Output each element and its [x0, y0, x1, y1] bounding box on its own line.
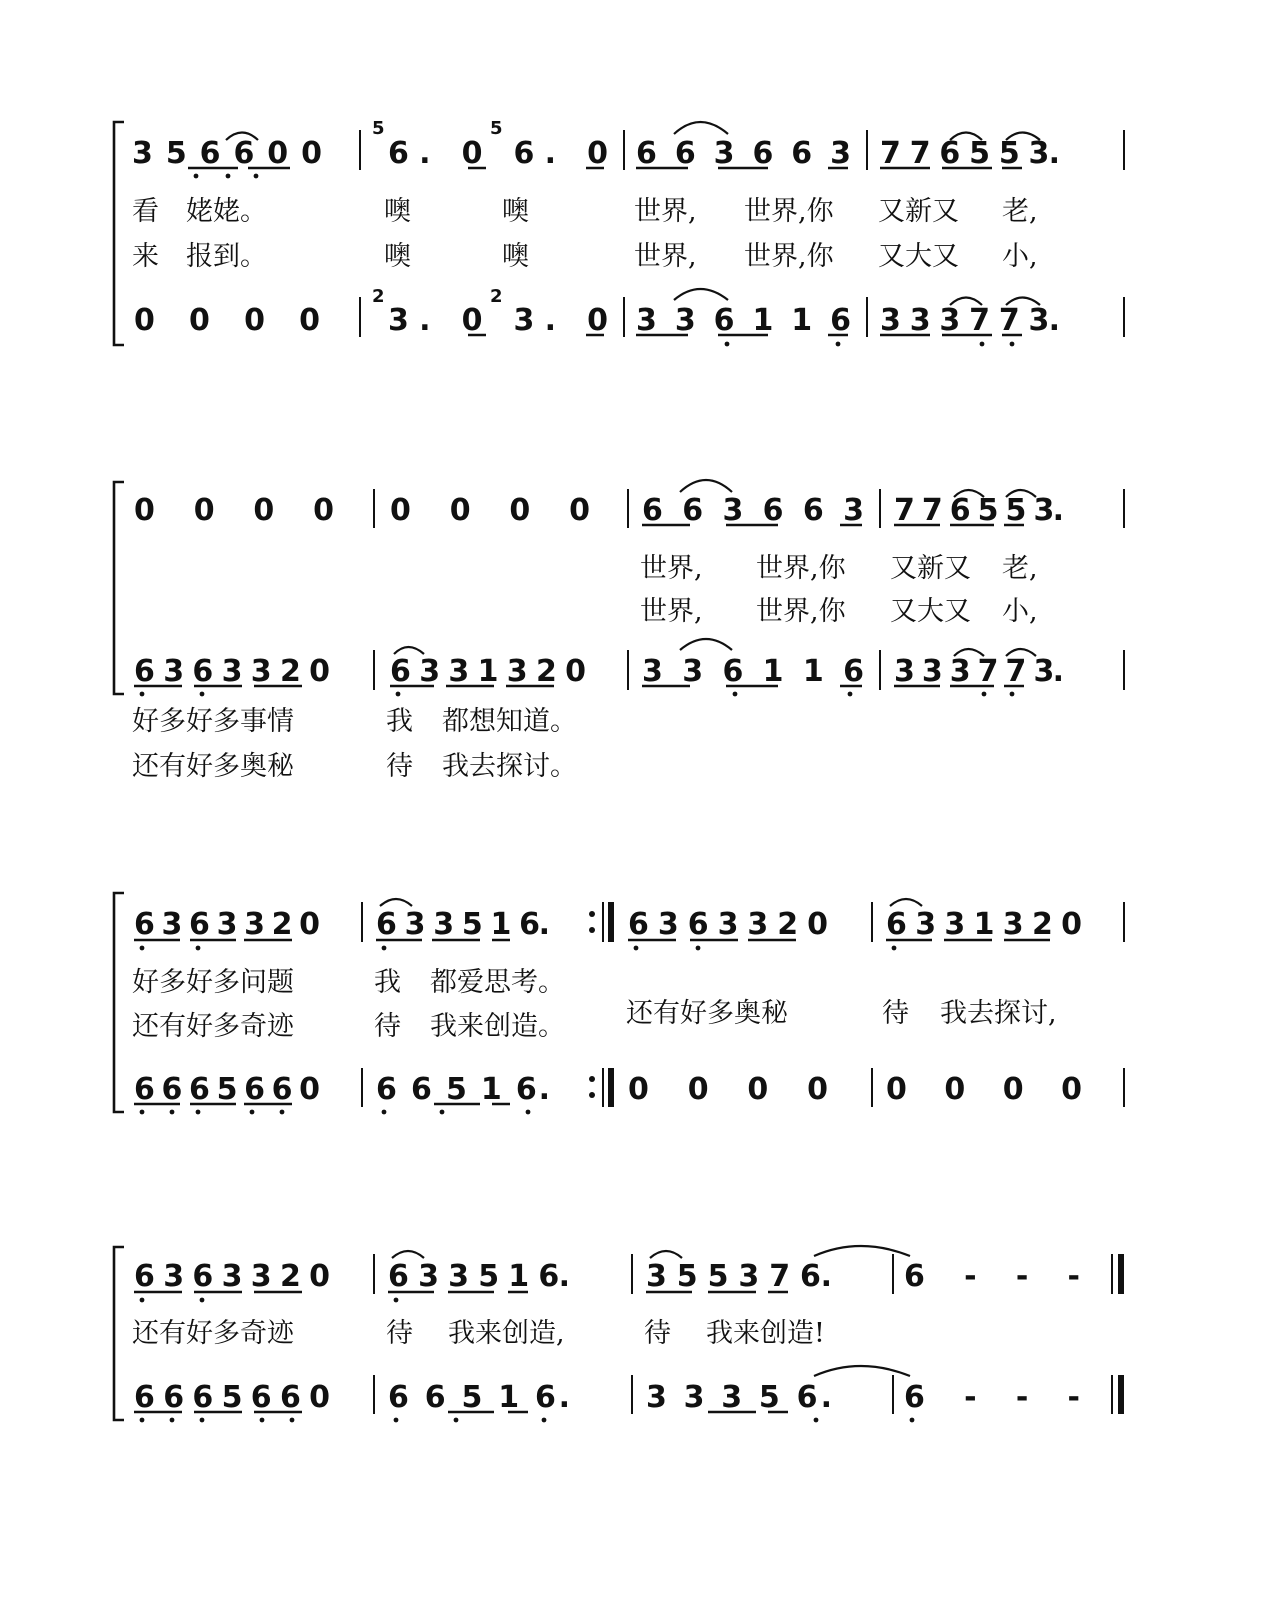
- lyric: 我: [386, 706, 413, 737]
- lyric: 世界,: [640, 596, 703, 627]
- grace-note: 2: [372, 286, 385, 307]
- upper-voice: [132, 118, 1060, 171]
- upper-measure-3: 6 6 3 6 6 3: [642, 493, 864, 528]
- lyric: 噢: [384, 241, 411, 272]
- lyric: 待: [374, 1011, 401, 1042]
- lyrics-verse-1: [640, 553, 1038, 584]
- lyric: 世界,你: [744, 196, 834, 227]
- lyric: 噢: [384, 196, 411, 227]
- lyric: 小,: [1002, 596, 1038, 627]
- lower-measure-3: 0 0 0 0: [628, 1072, 828, 1107]
- upper-measure-4: 6 - - -: [904, 1259, 1080, 1294]
- lyric: 待: [386, 751, 413, 782]
- upper-measure-2: 6. 0 6. 0: [388, 136, 608, 171]
- upper-measure-4: 7 7 6 5 5 3.: [894, 493, 1064, 528]
- lower-measure-1: 6 6 6 5 6 6 0: [134, 1072, 320, 1107]
- lower-measure-3: 3 3 6 1 1 6: [642, 654, 864, 689]
- lyric: 来: [132, 241, 159, 272]
- lyric: 还有好多奇迹: [132, 1011, 294, 1042]
- lyrics-verse-2: [132, 1011, 565, 1042]
- lyrics-verse-3: [132, 706, 577, 737]
- lyric: 老,: [1002, 196, 1038, 227]
- grace-note: 5: [372, 118, 385, 139]
- upper-measure-1: 6 3 6 3 3 2 0: [134, 907, 320, 942]
- system-2: [114, 480, 1124, 782]
- lower-measure-1: 0 0 0 0: [134, 303, 320, 338]
- lyric: 我: [374, 967, 401, 998]
- upper-measure-2: 6 3 3 5 1 6.: [388, 1259, 570, 1294]
- lyric: 好多好多问题: [132, 967, 294, 998]
- lyric: 我去探讨,: [940, 998, 1057, 1029]
- lyric: 还有好多奥秘: [626, 998, 788, 1029]
- lower-measure-1: 6 6 6 5 6 6 0: [134, 1380, 330, 1415]
- lower-measure-4: 6 - - -: [904, 1380, 1080, 1415]
- system-3: [114, 893, 1124, 1114]
- lower-measure-4: 0 0 0 0: [886, 1072, 1082, 1107]
- lyric: 世界,你: [756, 553, 846, 584]
- lyric: 还有好多奇迹: [132, 1318, 294, 1349]
- upper-measure-4: 7 7 6 5 5 3.: [880, 136, 1060, 171]
- system-4: [114, 1246, 1121, 1422]
- lower-voice: [134, 286, 1060, 338]
- upper-measure-2: 6 3 3 5 1 6.: [376, 907, 550, 942]
- upper-measure-3: 6 3 6 3 3 2 0: [628, 907, 828, 942]
- lyrics-verse-1: [132, 967, 565, 998]
- upper-measure-4: 6 3 3 1 3 2 0: [886, 907, 1082, 942]
- lyric: 我来创造,: [448, 1318, 565, 1349]
- lyric: 世界,你: [756, 596, 846, 627]
- lyric: 世界,: [640, 553, 703, 584]
- lyric: 又大又: [890, 596, 971, 627]
- lyric: 又新又: [878, 196, 959, 227]
- lyric: 待: [882, 998, 909, 1029]
- upper-measure-1: 6 3 6 3 3 2 0: [134, 1259, 330, 1294]
- lower-measure-2: 3. 0 3. 0: [388, 303, 608, 338]
- lyric: 都爱思考。: [430, 967, 565, 998]
- lyric: 都想知道。: [442, 706, 577, 737]
- system-bracket: [114, 122, 124, 345]
- lyric: 又新又: [890, 553, 971, 584]
- upper-measure-2: 0 0 0 0: [390, 493, 590, 528]
- upper-measure-1: 0 0 0 0: [134, 493, 334, 528]
- lyric: 我来创造。: [430, 1011, 565, 1042]
- lyric: 还有好多奥秘: [132, 751, 294, 782]
- lyric: 我去探讨。: [442, 751, 577, 782]
- lower-measure-1: 6 3 6 3 3 2 0: [134, 654, 330, 689]
- system-bracket: [114, 893, 124, 1112]
- grace-note: 5: [490, 118, 503, 139]
- lyric: 老,: [1002, 553, 1038, 584]
- lyric: 世界,你: [744, 241, 834, 272]
- lower-measure-3: 3 3 6 1 1 6: [636, 303, 851, 338]
- lower-measure-2: 6 3 3 1 3 2 0: [390, 654, 586, 689]
- lyrics-verse-2: [132, 241, 1038, 272]
- lyric: 好多好多事情: [132, 706, 294, 737]
- upper-voice: [134, 1259, 1080, 1294]
- lyric: 噢: [502, 241, 529, 272]
- system-1: [114, 118, 1124, 346]
- lyric: 我来创造!: [706, 1318, 825, 1349]
- lyric: 世界,: [634, 241, 697, 272]
- upper-measure-3: 3 5 5 3 7 6.: [646, 1259, 832, 1294]
- lower-measure-2: 6 6 5 1 6.: [388, 1380, 570, 1415]
- lower-voice: [134, 1380, 1080, 1415]
- lyrics-second-ending: [626, 998, 1057, 1029]
- upper-voice: [134, 493, 1064, 528]
- lyric: 噢: [502, 196, 529, 227]
- lyric: 姥姥。: [186, 196, 267, 227]
- upper-measure-3: 6 6 3 6 6 3: [636, 136, 851, 171]
- lyric: 又大又: [878, 241, 959, 272]
- lower-measure-2: 6 6 5 1 6.: [376, 1072, 550, 1107]
- lower-measure-4: 3 3 3 7 7 3.: [894, 654, 1064, 689]
- lyrics-verse-1: [132, 196, 1038, 227]
- lyric: 待: [644, 1318, 671, 1349]
- lower-measure-4: 3 3 3 7 7 3.: [880, 303, 1060, 338]
- system-bracket: [114, 1247, 124, 1420]
- lyrics-verse-4: [132, 751, 577, 782]
- lyric: 小,: [1002, 241, 1038, 272]
- lyric: 报到。: [186, 241, 267, 272]
- slur: [674, 122, 728, 134]
- lyric: 待: [386, 1318, 413, 1349]
- lower-measure-3: 3 3 3 5 6.: [646, 1380, 832, 1415]
- lyric: 看: [132, 196, 159, 227]
- lyrics-verse-2: [640, 596, 1038, 627]
- grace-note: 2: [490, 286, 503, 307]
- lower-voice: [134, 654, 1064, 689]
- upper-measure-1: 3 5 6 6 0 0: [132, 136, 322, 171]
- lyric: 世界,: [634, 196, 697, 227]
- lyrics-verse-1: [132, 1318, 825, 1349]
- system-bracket: [114, 482, 124, 694]
